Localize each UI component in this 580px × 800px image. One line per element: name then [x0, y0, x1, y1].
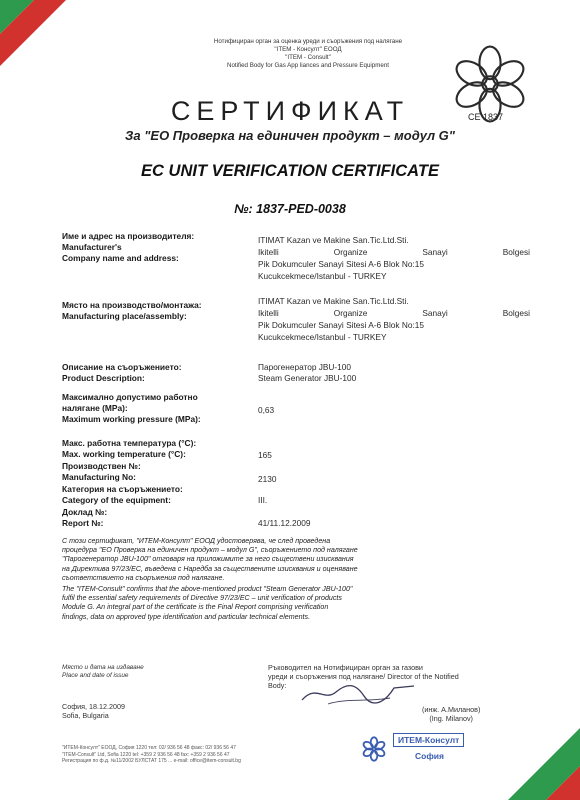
statement-paragraph-en — [62, 585, 540, 622]
report-number-value: 41/11.12.2009 — [258, 518, 311, 528]
footer-line: "ITEM-Consult" Ltd, Sofia 1220 tel: +359 2 936 56 48 fax: +359 2 936 56 47 — [62, 751, 230, 758]
max-temperature-label — [62, 438, 262, 460]
notified-body-line: "ITEM - Консулт" ЕООД — [274, 46, 342, 53]
label-bg: Име и адрес на производителя: — [62, 231, 195, 241]
certificate-subtitle-bg: За "ЕО Проверка на единичен продукт – модул G" — [125, 128, 455, 143]
signatory-line: Ръководител на Нотифициран орган за газови — [268, 663, 423, 672]
footer-contacts — [62, 745, 322, 765]
label-bg: налягане (MPa): — [62, 403, 128, 413]
report-number-label — [62, 507, 262, 529]
signatory-line: уреди и съоръжения под налягане/ Director of the Notified — [268, 672, 459, 681]
paragraph-line: fulfil the essential safety requirements of Directive 97/23/EC – unit verification of products — [62, 594, 342, 603]
address-word: Ikitelli — [258, 247, 279, 257]
equipment-category-label — [62, 484, 262, 506]
label-en: Company name and address: — [62, 253, 179, 263]
address-word: Ikitelli — [258, 308, 279, 318]
manufacturing-place-label — [62, 300, 262, 322]
footer-line: Регистрация по ф.д. №11/2002 БУЛСТАТ 175 ... e-mail: office@item-consult.bg — [62, 758, 241, 765]
address-line-justified — [258, 246, 530, 258]
label-bg: Макс. работна температура (°C): — [62, 438, 197, 448]
address-word: Sanayi — [422, 308, 448, 318]
notified-body-line: Notified Body for Gas App liances and Pressure Equipment — [227, 62, 389, 69]
notified-body-line: "ITEM - Consult" — [285, 54, 331, 61]
address-line: Pik Dokumculer Sanayi Sitesi A-6 Blok No:15 — [258, 320, 425, 330]
product-name-en: Steam Generator JBU-100 — [258, 373, 357, 383]
label-bg: Производствен №: — [62, 461, 141, 471]
label-en: Category of the equipment: — [62, 495, 171, 505]
paragraph-line: findings, data on approved type identification and particular technical elements. — [62, 612, 311, 621]
issue-date-bg: София, 18.12.2009 — [62, 702, 125, 711]
label-en: Maximum working pressure (MPa): — [62, 414, 201, 424]
stamp-flower-icon — [359, 734, 389, 764]
stamp-brand: ИТЕМ-Консулт — [393, 733, 464, 747]
address-line: ITIMAT Kazan ve Makine San.Tic.Ltd.Sti. — [258, 235, 409, 245]
paragraph-line: Module G. An integral part of the certificate is the Final Report comprising verification — [62, 603, 329, 612]
max-temperature-value: 165 — [258, 450, 272, 460]
max-pressure-value: 0,63 — [258, 405, 275, 415]
certificate-number: №: 1837-PED-0038 — [234, 202, 346, 216]
paragraph-line: The "ITEM-Consult" confirms that the above-mentioned product "Steam Generator JBU-100" — [62, 585, 353, 593]
address-line: Kucukcekmece/Istanbul - TURKEY — [258, 271, 387, 281]
address-line: ITIMAT Kazan ve Makine San.Tic.Ltd.Sti. — [258, 296, 409, 306]
address-word: Organize — [333, 308, 368, 318]
signatory-line: Body: — [268, 681, 287, 690]
equipment-category-value: III. — [258, 495, 268, 505]
paragraph-line: съответствието на съоръжения под налягане. — [62, 573, 225, 582]
statement-paragraph-bg — [62, 537, 540, 583]
address-word: Bolgesi — [502, 308, 530, 318]
stamp-city: София — [415, 751, 444, 761]
signatory-name-en: (Ing. Milanov) — [429, 714, 473, 723]
label-bg: Максимално допустимо работно — [62, 392, 198, 402]
certificate-title-en: EC UNIT VERIFICATION CERTIFICATE — [141, 162, 439, 180]
paragraph-line: С този сертификат, "ИТЕМ-Консулт" ЕООД удостоверява, че след проведена — [62, 537, 331, 545]
label-en: Manufacturing place/assembly: — [62, 311, 187, 321]
label-en: Place and date of issue — [62, 672, 129, 679]
manufacturing-number-value: 2130 — [258, 474, 277, 484]
label-en: Report №: — [62, 518, 104, 528]
notified-body-line: Нотифициран орган за оценка уреди и съоръжения под налягане — [213, 38, 403, 45]
label-bg: Място на производство/монтажа: — [62, 300, 202, 310]
ce-mark: CE 1837 — [468, 112, 504, 122]
address-line: Kucukcekmece/Istanbul - TURKEY — [258, 332, 387, 342]
address-line: Pik Dokumculer Sanayi Sitesi A-6 Blok No:15 — [258, 259, 425, 269]
director-signature — [298, 680, 418, 708]
issue-location-en: Sofia, Bulgaria — [62, 711, 109, 720]
issue-place-label — [62, 664, 144, 680]
max-pressure-label — [62, 392, 262, 425]
address-word: Sanayi — [422, 247, 448, 257]
signatory-name — [422, 705, 480, 723]
item-consult-stamp — [357, 730, 483, 768]
paragraph-line: "Парогенератор JBU-100" отговаря на приложимите за него съществени изисквания — [62, 555, 354, 564]
label-en: Product Description: — [62, 373, 145, 383]
label-en: Max. working temperature (°C): — [62, 449, 186, 459]
issue-date — [62, 702, 125, 720]
label-en: Manufacturing No: — [62, 472, 136, 482]
address-line-justified — [258, 307, 530, 319]
product-description-value — [258, 362, 558, 384]
footer-line: "ИТЕМ-Консулт" ЕООД, София 1220 тел: 02/ 936 56 48 факс: 02/ 936 56 47 — [62, 745, 236, 751]
label-bg: Категория на съоръжението: — [62, 484, 183, 494]
label-en: Manufacturer's — [62, 242, 122, 252]
paragraph-line: на Директива 97/23/ЕС, въведена с Наредба за съществените изисквания и оценяване — [62, 564, 358, 573]
label-bg: Доклад №: — [62, 507, 108, 517]
manufacturer-value — [258, 234, 558, 282]
product-name-bg: Парогенератор JBU-100 — [258, 362, 352, 372]
manufacturer-label — [62, 231, 262, 264]
label-bg: Място и дата на издаване — [62, 664, 144, 671]
manufacturing-place-value — [258, 295, 558, 343]
manufacturing-number-label — [62, 461, 262, 483]
label-bg: Описание на съоръжението: — [62, 362, 182, 372]
certificate-title-bg: СЕРТИФИКАТ — [170, 96, 410, 126]
address-word: Bolgesi — [502, 247, 530, 257]
product-description-label — [62, 362, 262, 384]
signatory-name-bg: (инж. А.Миланов) — [422, 705, 481, 714]
paragraph-line: процедура "ЕО Проверка на единичен продукт – модул G", съоръжението под налягане — [62, 546, 358, 555]
address-word: Organize — [333, 247, 368, 257]
notified-body-header — [178, 38, 438, 70]
